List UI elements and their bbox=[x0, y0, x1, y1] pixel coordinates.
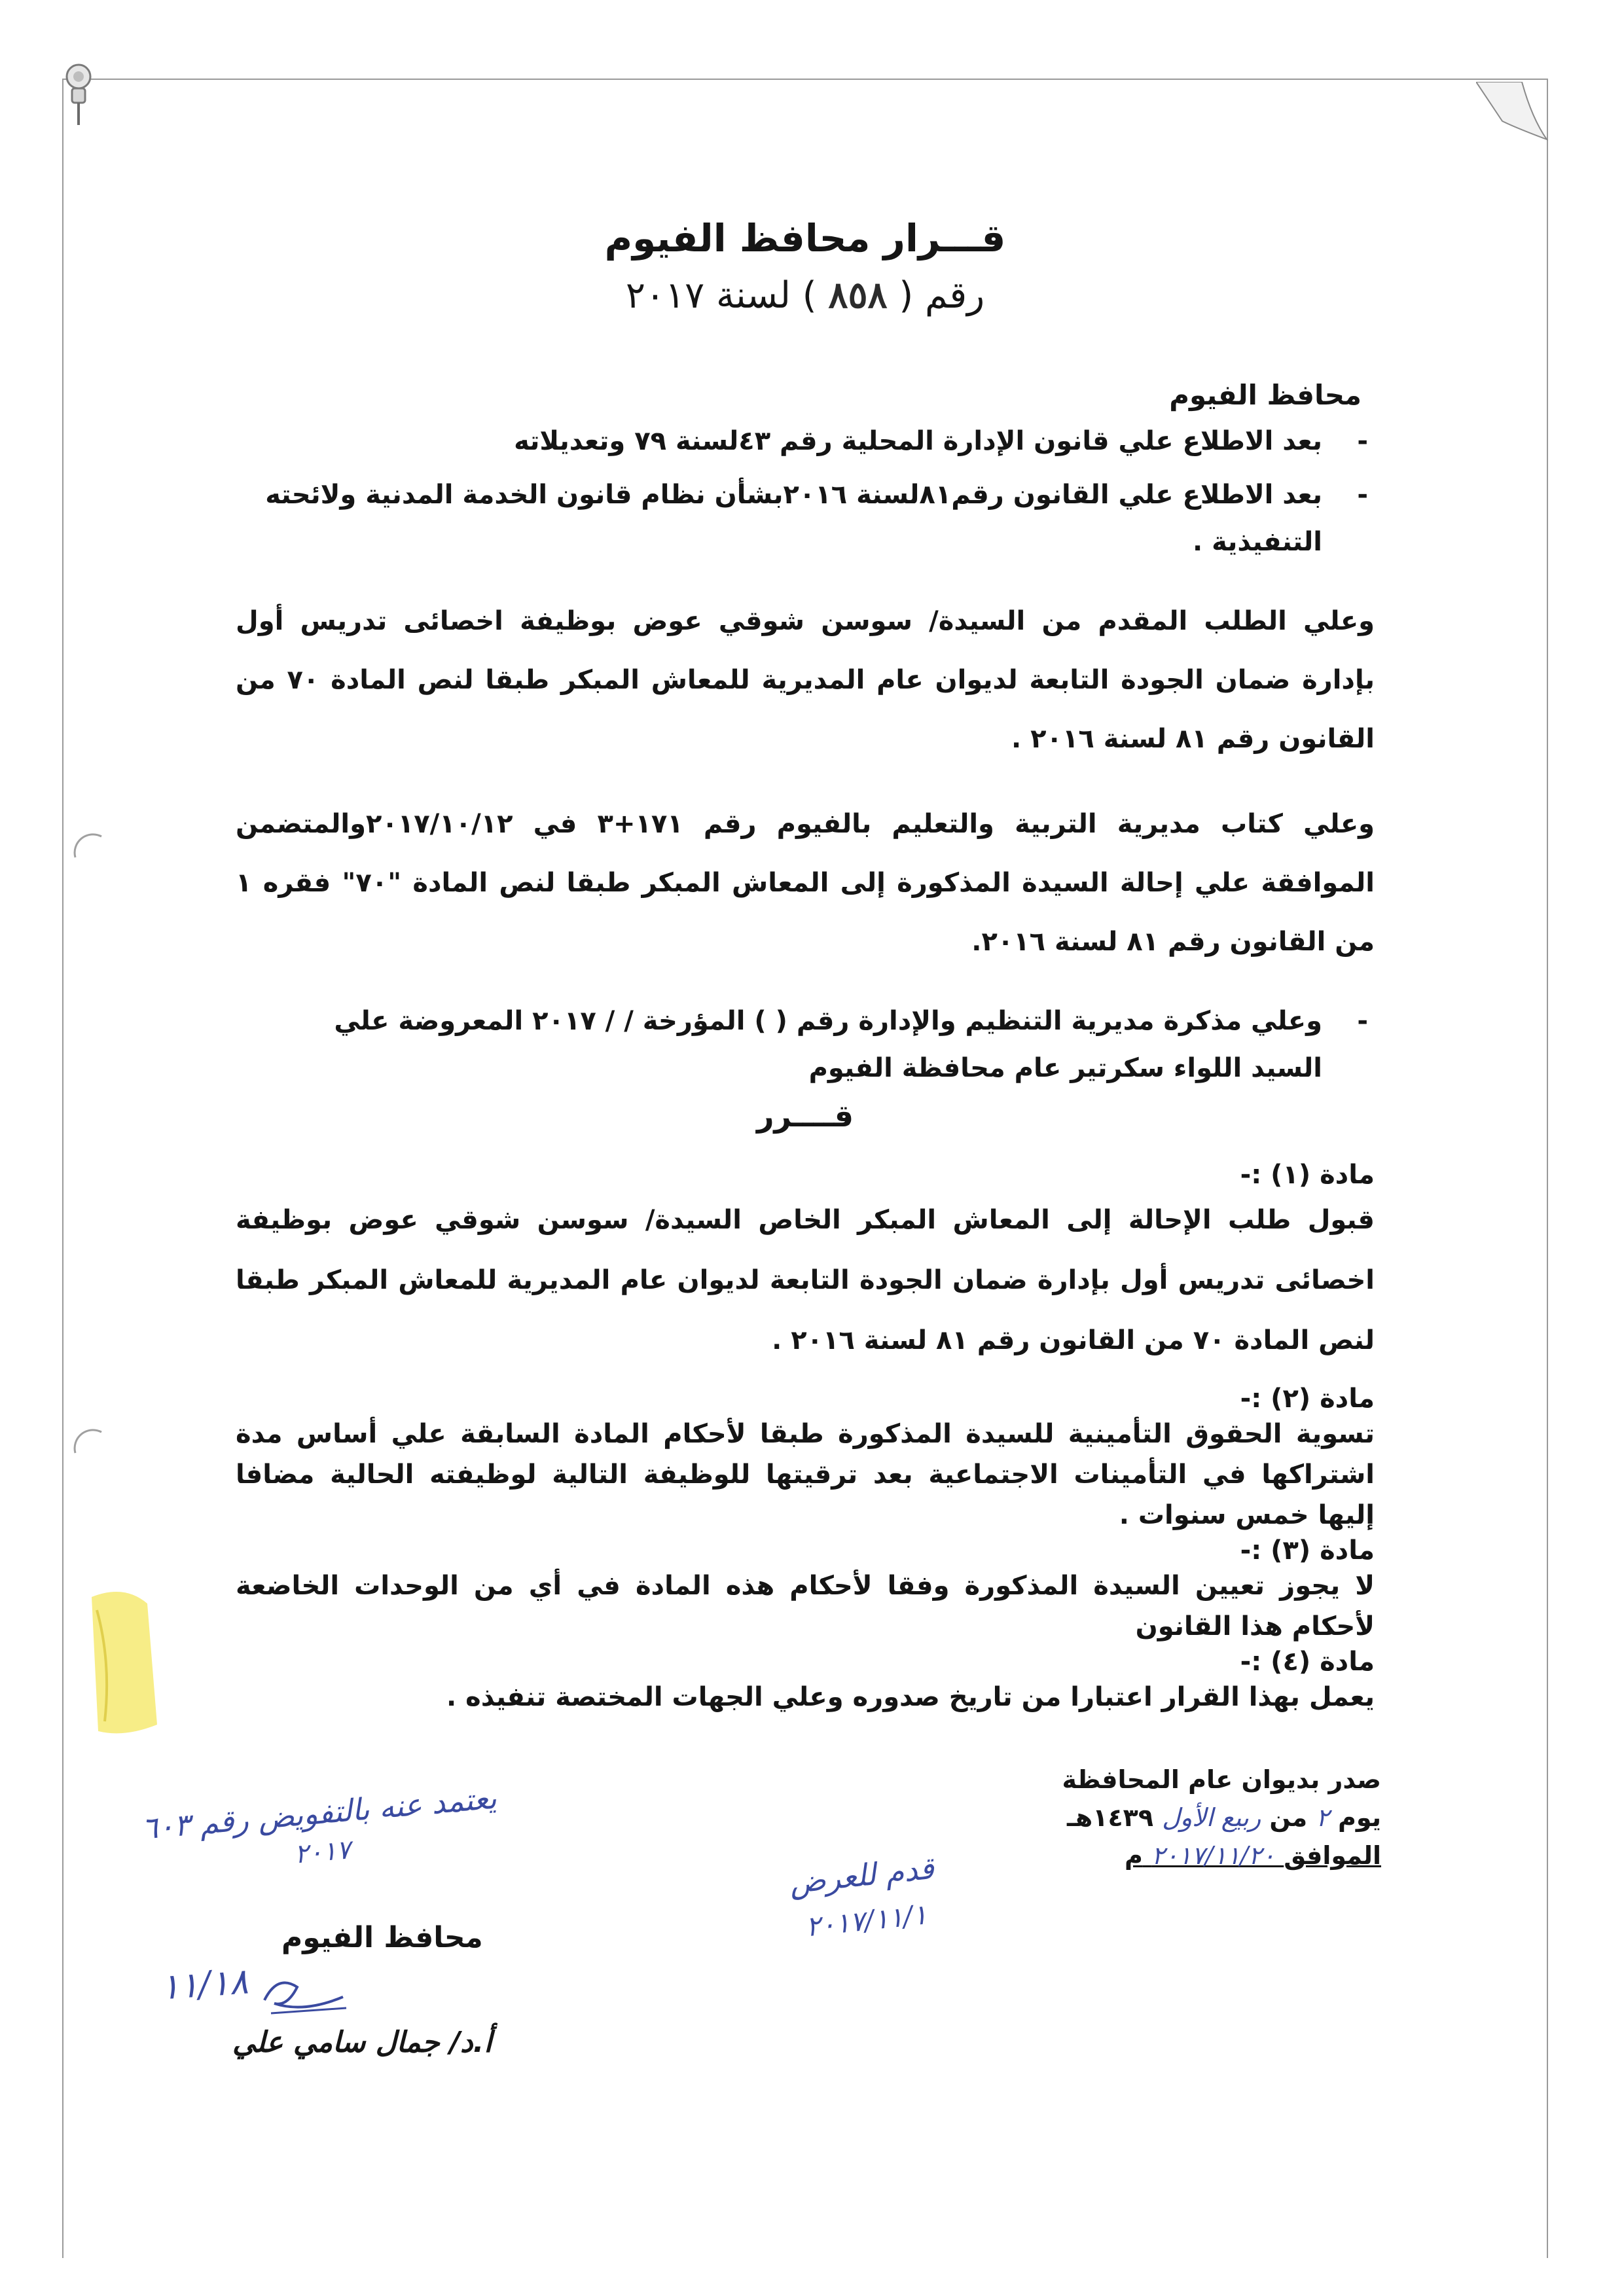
article-body: تسوية الحقوق التأمينية للسيدة المذكورة طبقا لأحكام المادة السابقة علي أساس مدة اشتراكها في التأمينات الاجتماعية بعد ترقيتها للوظيفة التالية لوظيفته الحالية مضافا إليها خمس سنوات . bbox=[236, 1419, 1375, 1530]
sticky-note-icon bbox=[85, 1584, 164, 1741]
article-body: يعمل بهذا القرار اعتبارا من تاريخ صدوره وعلي الجهات المختصة تنفيذه . bbox=[446, 1682, 1375, 1712]
governor-name: أ.د/ جمال سامي علي bbox=[232, 2026, 492, 2059]
article-2 bbox=[236, 1384, 1375, 1535]
governor-title: محافظ الفيوم bbox=[281, 1921, 483, 1954]
review-note-line: قدم للعرض bbox=[787, 1850, 936, 1901]
decree-document bbox=[236, 216, 1375, 1717]
signature-date: ١١/١٨ bbox=[158, 1960, 250, 2008]
delegation-note-year: ٢٠١٧ bbox=[293, 1835, 352, 1870]
governor-signature bbox=[158, 1960, 350, 2020]
memo-item: - وعلي مذكرة مديرية التنظيم والإدارة رقم ( ) المؤرخة / / ٢٠١٧ المعروضة علي السيد اللواء سكرتير عام محافظة الفيوم bbox=[236, 997, 1375, 1092]
pushpin-icon bbox=[59, 62, 98, 128]
decree-title: قـــرار محافظ الفيوم bbox=[604, 216, 1006, 260]
decree-number bbox=[236, 274, 1375, 317]
article-body: لا يجوز تعيين السيدة المذكورة وفقا لأحكام هذه المادة في أي من الوحدات الخاضعة لأحكام هذا القانون bbox=[236, 1571, 1375, 1641]
gregorian-date: ٢٠١٧/١١/٢٠ bbox=[1151, 1841, 1275, 1870]
decree-number-suffix: ) لسنة ٢٠١٧ bbox=[625, 274, 817, 317]
article-title: مادة (٤) :- bbox=[1240, 1647, 1375, 1677]
delegation-note-line: يعتمد عنه بالتفويض رقم ٦٠٣ bbox=[140, 1780, 498, 1846]
decree-number-prefix: رقم ( bbox=[899, 274, 985, 317]
hijri-month: ربيع الأول bbox=[1162, 1803, 1261, 1832]
from-label: من bbox=[1269, 1803, 1308, 1832]
gregorian-suffix: م bbox=[1125, 1841, 1143, 1870]
preamble-list bbox=[236, 418, 1375, 565]
punch-hole-icon bbox=[69, 831, 108, 870]
signature-scribble-icon bbox=[251, 1967, 350, 2020]
issuer-heading: محافظ الفيوم bbox=[1169, 379, 1362, 411]
article-4 bbox=[236, 1647, 1375, 1717]
corresponding-label: الموافق bbox=[1284, 1841, 1381, 1870]
folded-corner-icon bbox=[1476, 82, 1548, 141]
article-title: مادة (٢) :- bbox=[1240, 1384, 1375, 1414]
paragraph-request: وعلي الطلب المقدم من السيدة/ سوسن شوقي عوض بوظيفة اخصائى تدريس أول بإدارة ضمان الجودة التابعة لديوان عام المديرية للمعاش المبكر طبقا لنص المادة ٧٠ من القانون رقم ٨١ لسنة ٢٠١٦ . bbox=[236, 606, 1375, 754]
article-3 bbox=[236, 1535, 1375, 1647]
article-title: مادة (٣) :- bbox=[1240, 1535, 1375, 1566]
day-label: يوم bbox=[1338, 1803, 1381, 1832]
article-title: مادة (١) :- bbox=[1240, 1160, 1375, 1190]
paragraph-letter: وعلي كتاب مديرية التربية والتعليم بالفيوم رقم ١٧١+٣ في ٢٠١٧/١٠/١٢والمتضمن الموافقة علي إحالة السيدة المذكورة إلى المعاش المبكر طبقا لنص المادة "٧٠" فقره ١ من القانون رقم ٨١ لسنة ٢٠١٦. bbox=[236, 809, 1375, 957]
day-value: ٢ bbox=[1316, 1803, 1329, 1832]
hijri-year: ١٤٣٩هـ bbox=[1066, 1803, 1154, 1832]
issuance-block bbox=[1041, 1761, 1381, 1874]
preamble-item: - بعد الاطلاع علي قانون الإدارة المحلية رقم ٤٣لسنة ٧٩ وتعديلاته bbox=[236, 418, 1375, 465]
decision-word: قــــرر bbox=[756, 1098, 854, 1134]
gregorian-date-row bbox=[1041, 1837, 1381, 1874]
punch-hole-icon bbox=[69, 1427, 108, 1466]
article-body: قبول طلب الإحالة إلى المعاش المبكر الخاص السيدة/ سوسن شوقي عوض بوظيفة اخصائى تدريس أول بإدارة ضمان الجودة التابعة لديوان عام المديرية للمعاش المبكر طبقا لنص المادة ٧٠ من القانون رقم ٨١ لسنة ٢٠١٦ . bbox=[236, 1205, 1375, 1355]
preamble-item: - بعد الاطلاع علي القانون رقم٨١لسنة ٢٠١٦بشأن نظام قانون الخدمة المدنية ولائحته التنفيذية . bbox=[236, 471, 1375, 565]
review-note-date: ٢٠١٧/١١/١ bbox=[804, 1898, 929, 1943]
article-1 bbox=[236, 1160, 1375, 1371]
hijri-date-row bbox=[1041, 1799, 1381, 1837]
decree-number-value: ٨٥٨ bbox=[828, 274, 888, 317]
issued-at: صدر بديوان عام المحافظة bbox=[1062, 1765, 1381, 1794]
